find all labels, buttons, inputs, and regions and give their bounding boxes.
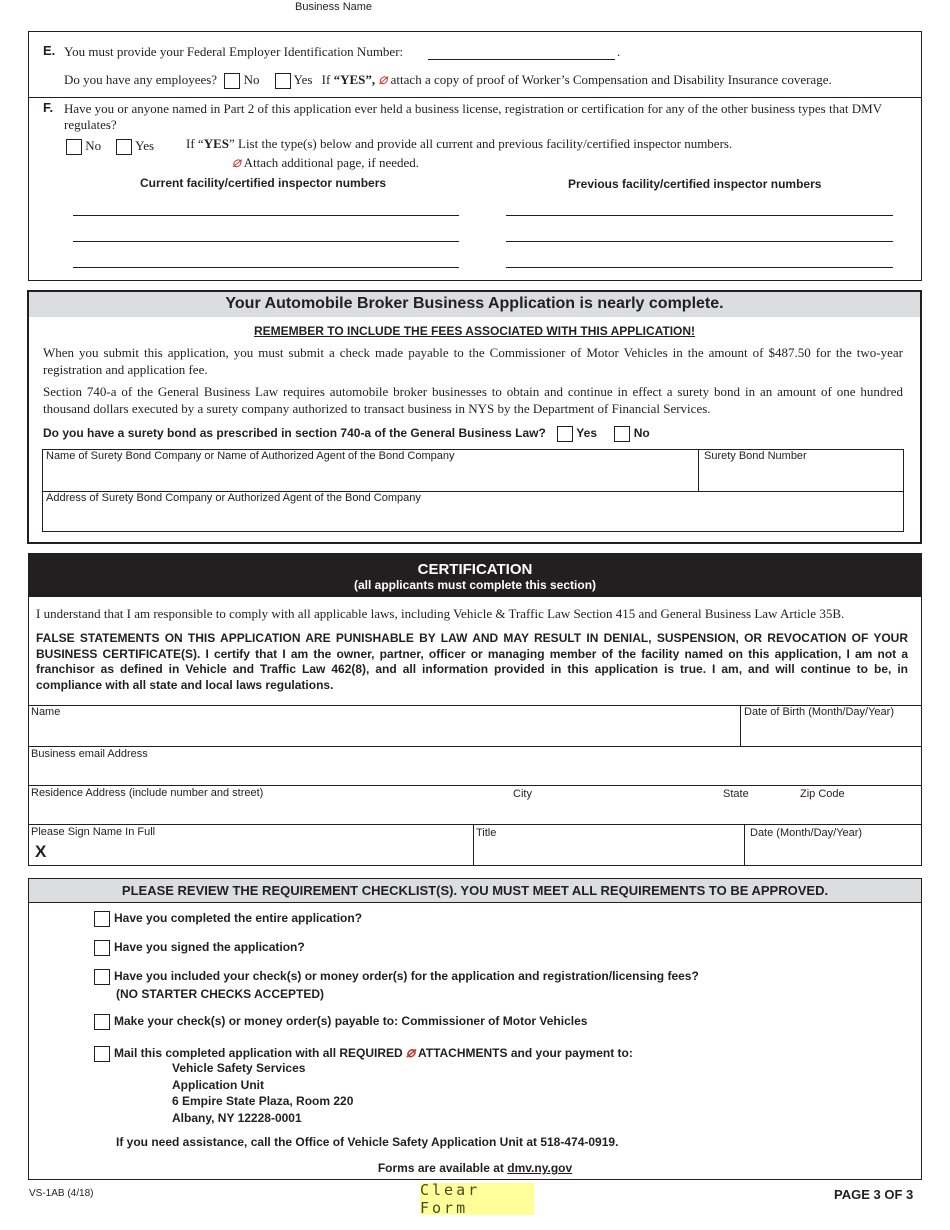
cert-grid-line	[28, 785, 922, 786]
previous-number-line-2[interactable]	[506, 241, 893, 242]
checklist-item-5-label-b: ATTACHMENTS and your payment to:	[417, 1046, 633, 1060]
section-e-letter: E.	[43, 43, 56, 58]
address-line-2: Application Unit	[172, 1077, 264, 1092]
surety-paragraph: Section 740-a of the General Business Law requires automobile broker businesses to obtain and continue in effect a surety bond in an amount of one hundred thousand dollars executed by a surety company authorized to transact business in NYS by the Department of Financial Services.	[43, 384, 903, 416]
fee-paragraph: When you submit this application, you must submit a check made payable to the Commissioner of Motor Vehicles in the amount of $487.50 for the two-year registration and application fee.	[43, 345, 903, 377]
surety-yes-checkbox[interactable]	[557, 426, 573, 442]
if-yes-prefix: If	[321, 72, 331, 87]
residence-input[interactable]	[30, 801, 508, 823]
no-starter-checks: (NO STARTER CHECKS ACCEPTED)	[116, 987, 325, 1001]
checklist-item-3-label: Have you included your check(s) or money order(s) for the application and registration/licensing fees?	[114, 969, 699, 984]
current-numbers-header: Current facility/certified inspector numbers	[140, 176, 387, 190]
checklist-item-5-checkbox[interactable]	[94, 1046, 110, 1062]
certification-understand: I understand that I am responsible to comply with all applicable laws, including Vehicle & Traffic Law Section 415 and General Business Law Article 35B.	[36, 606, 845, 621]
bond-company-input[interactable]	[44, 465, 696, 489]
section-f-options	[66, 138, 154, 155]
checklist-item-1-checkbox[interactable]	[94, 911, 110, 927]
email-label: Business email Address	[31, 748, 148, 760]
paperclip-icon: ⌀	[232, 155, 242, 171]
state-label: State	[723, 788, 749, 800]
signature-x: X	[35, 842, 47, 861]
email-input[interactable]	[30, 762, 920, 784]
surety-yes-label: Yes	[576, 426, 597, 441]
section-ef-box	[28, 31, 922, 281]
residence-label: Residence Address (include number and street)	[31, 787, 264, 799]
clear-form-button[interactable]: Clear Form	[420, 1183, 534, 1215]
bond-address-input[interactable]	[44, 507, 902, 530]
surety-no-label: No	[633, 426, 650, 441]
if-yes-bold: “YES”,	[333, 72, 376, 87]
checklist-item-3	[94, 969, 699, 985]
address-line-4: Albany, NY 12228-0001	[172, 1110, 302, 1125]
forms-prefix: Forms are available at	[377, 1161, 504, 1175]
remember-fees-text: REMEMBER TO INCLUDE THE FEES ASSOCIATED WITH THIS APPLICATION!	[253, 324, 696, 338]
checklist-title: PLEASE REVIEW THE REQUIREMENT CHECKLIST(S). YOU MUST MEET ALL REQUIREMENTS TO BE APPROVED.	[121, 883, 829, 898]
checklist-item-3-checkbox[interactable]	[94, 969, 110, 985]
section-f-letter: F.	[43, 100, 54, 115]
employees-question: Do you have any employees?	[64, 72, 218, 87]
fein-text: You must provide your Federal Employer Identification Number:	[64, 44, 404, 59]
zip-input[interactable]	[799, 801, 919, 823]
name-label: Name	[31, 706, 61, 718]
current-number-line-3[interactable]	[73, 267, 459, 268]
state-input[interactable]	[721, 801, 797, 823]
surety-question: Do you have a surety bond as prescribed in section 740-a of the General Business Law?	[43, 426, 546, 441]
paperclip-icon: ⌀	[406, 1044, 416, 1061]
section-f-question: Have you or anyone named in Part 2 of this application ever held a business license, registration or certification for any of the other business types that DMV regulates?	[64, 101, 882, 132]
title-label: Title	[476, 827, 497, 839]
city-input[interactable]	[511, 801, 719, 823]
previous-number-line-1[interactable]	[506, 215, 893, 216]
city-label: City	[513, 788, 532, 800]
checklist-item-4	[94, 1014, 587, 1030]
attach-page-row	[232, 153, 419, 172]
f-if-yes-rest: ” List the type(s) below and provide all current and previous facility/certified inspector numbers.	[228, 136, 733, 151]
dmv-link[interactable]: dmv.ny.gov	[507, 1161, 573, 1175]
checklist-item-2-checkbox[interactable]	[94, 940, 110, 956]
cert-grid-line	[28, 746, 922, 747]
date-label: Date (Month/Day/Year)	[750, 827, 863, 839]
surety-question-row	[43, 426, 650, 442]
cert-grid-vline	[473, 824, 474, 866]
date-input[interactable]	[746, 840, 920, 864]
checklist-item-5	[94, 1043, 633, 1062]
attach-page-text: Attach additional page, if needed.	[243, 155, 420, 170]
assistance-text: If you need assistance, call the Office of Vehicle Safety Application Unit at 518-474-0919.	[116, 1135, 619, 1149]
dob-input[interactable]	[742, 720, 920, 744]
employees-yes-checkbox[interactable]	[275, 73, 291, 89]
section-divider	[28, 97, 922, 98]
checklist-item-2-label: Have you signed the application?	[114, 940, 305, 955]
checklist-item-4-checkbox[interactable]	[94, 1014, 110, 1030]
f-yes-checkbox[interactable]	[116, 139, 132, 155]
f-yes-label: Yes	[135, 138, 155, 153]
current-number-line-2[interactable]	[73, 241, 459, 242]
surety-no-checkbox[interactable]	[614, 426, 630, 442]
nearly-complete-title: Your Automobile Broker Business Application is nearly complete.	[225, 295, 724, 312]
checklist-item-1	[94, 911, 362, 927]
employees-no-checkbox[interactable]	[224, 73, 240, 89]
name-input[interactable]	[30, 720, 738, 744]
form-id: VS-1AB (4/18)	[29, 1188, 94, 1199]
cert-grid-vline	[740, 705, 741, 746]
bond-number-label: Surety Bond Number	[704, 450, 807, 462]
bond-divider	[698, 449, 699, 491]
employees-row	[64, 70, 832, 89]
signature-input[interactable]	[52, 840, 470, 864]
previous-number-line-3[interactable]	[506, 267, 893, 268]
page-number: PAGE 3 OF 3	[834, 1187, 914, 1202]
attach-proof-text: attach a copy of proof of Worker’s Compensation and Disability Insurance coverage.	[390, 72, 832, 87]
checklist-item-2	[94, 940, 305, 956]
zip-label: Zip Code	[800, 788, 845, 800]
certification-title: CERTIFICATION	[417, 561, 533, 578]
business-name-label: Business Name	[295, 1, 373, 13]
paperclip-icon: ⌀	[378, 72, 388, 88]
checklist-item-5-label-a: Mail this completed application with all REQUIRED	[114, 1046, 403, 1060]
checklist-item-1-label: Have you completed the entire application?	[114, 911, 363, 926]
address-line-3: 6 Empire State Plaza, Room 220	[172, 1094, 354, 1108]
mailing-address	[172, 1060, 353, 1126]
employees-yes-label: Yes	[293, 72, 313, 87]
f-if-yes-prefix: If “	[186, 136, 204, 151]
cert-grid-line	[28, 824, 922, 825]
f-no-checkbox[interactable]	[66, 139, 82, 155]
sign-label: Please Sign Name In Full	[31, 826, 156, 838]
previous-numbers-header: Previous facility/certified inspector numbers	[568, 177, 822, 191]
bond-address-label: Address of Surety Bond Company or Authorized Agent of the Bond Company	[46, 492, 421, 504]
bond-company-label: Name of Surety Bond Company or Name of Authorized Agent of the Bond Company	[46, 450, 455, 462]
title-input[interactable]	[475, 840, 742, 864]
f-if-yes-bold: YES	[203, 136, 229, 151]
f-if-yes-text	[186, 136, 732, 152]
bond-number-input[interactable]	[700, 465, 902, 489]
cert-grid-vline	[744, 824, 745, 866]
current-number-line-1[interactable]	[73, 215, 459, 216]
dob-label: Date of Birth (Month/Day/Year)	[744, 706, 894, 718]
certification-subtitle: (all applicants must complete this section)	[353, 578, 597, 592]
false-statements-text: FALSE STATEMENTS ON THIS APPLICATION ARE PUNISHABLE BY LAW AND MAY RESULT IN DENIAL, SUSPENSION, OR REVOCATION OF YOUR BUSINESS CERTIFICATE(S). I certify that I am the owner, partner, officer or managing member of the facility named on this application, I am not a franchisor as defined in Vehicle and Traffic Law 462(8), and all information provided in this application is true. I am, and will continue to be, in compliance with all state and local laws regulations.	[36, 631, 908, 692]
checklist-item-4-label: Make your check(s) or money order(s) payable to: Commissioner of Motor Vehicles	[114, 1014, 588, 1029]
employees-no-label: No	[243, 72, 260, 87]
forms-available	[28, 1161, 922, 1175]
fein-input-line[interactable]	[428, 59, 615, 60]
f-no-label: No	[85, 138, 102, 153]
fein-period: .	[617, 44, 621, 59]
address-line-1: Vehicle Safety Services	[172, 1061, 306, 1075]
